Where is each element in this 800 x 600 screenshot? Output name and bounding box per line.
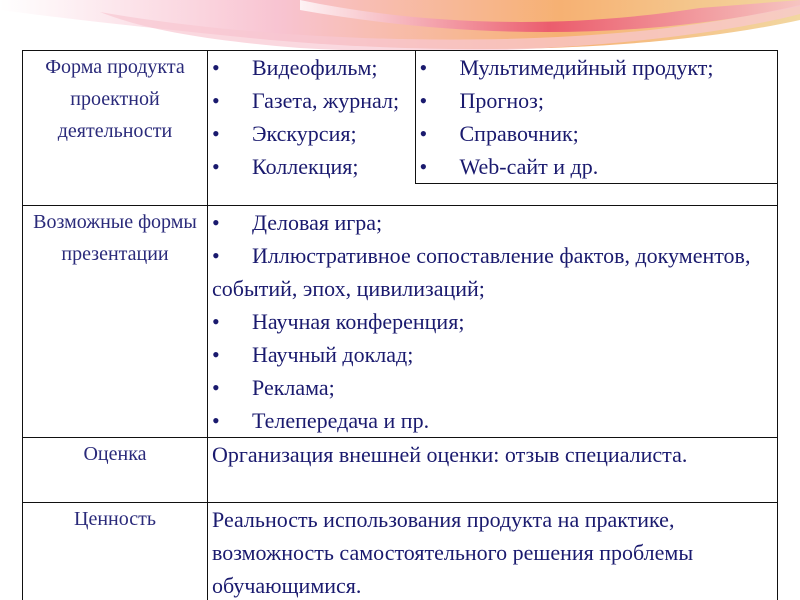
list-item: • Телепередача и пр. — [212, 408, 430, 433]
list-item: • Научный доклад; — [212, 342, 414, 367]
project-product-table — [22, 50, 778, 600]
list-item: • Мультимедийный продукт; — [419, 55, 714, 80]
table-row — [23, 503, 778, 600]
table-row — [23, 438, 778, 503]
value-text: Реальность использования продукта на практике, возможность самостоятельного решения проблемы обучающимися. — [212, 507, 694, 598]
list-item: • Реклама; — [212, 375, 335, 400]
list-item: • Экскурсия; — [212, 121, 357, 146]
list-item: • Газета, журнал; — [212, 88, 400, 113]
assessment-text: Организация внешней оценки: отзыв специалиста. — [212, 442, 688, 467]
list-item: • Коллекция; — [212, 154, 359, 179]
row-label: Ценность — [23, 503, 208, 600]
row-label: Возможные формы презентации — [23, 206, 208, 438]
product-forms-subtable — [208, 51, 778, 184]
product-forms-left — [208, 51, 415, 184]
list-item: • Прогноз; — [419, 88, 544, 113]
table-row — [23, 51, 778, 206]
list-item: • Web-сайт и др. — [419, 154, 599, 179]
row-label: Оценка — [23, 438, 208, 503]
list-item: • Справочник; — [419, 121, 579, 146]
table-row — [23, 206, 778, 438]
row-label: Форма продукта проектной деятельности — [23, 51, 208, 206]
list-item: • Деловая игра; — [212, 210, 383, 235]
list-item: • Иллюстративное сопоставление фактов, документов, событий, эпох, цивилизаций; — [212, 243, 751, 301]
product-forms-right — [415, 51, 778, 184]
list-item: • Научная конференция; — [212, 309, 465, 334]
list-item: • Видеофильм; — [212, 55, 378, 80]
presentation-forms-cell — [208, 206, 778, 438]
